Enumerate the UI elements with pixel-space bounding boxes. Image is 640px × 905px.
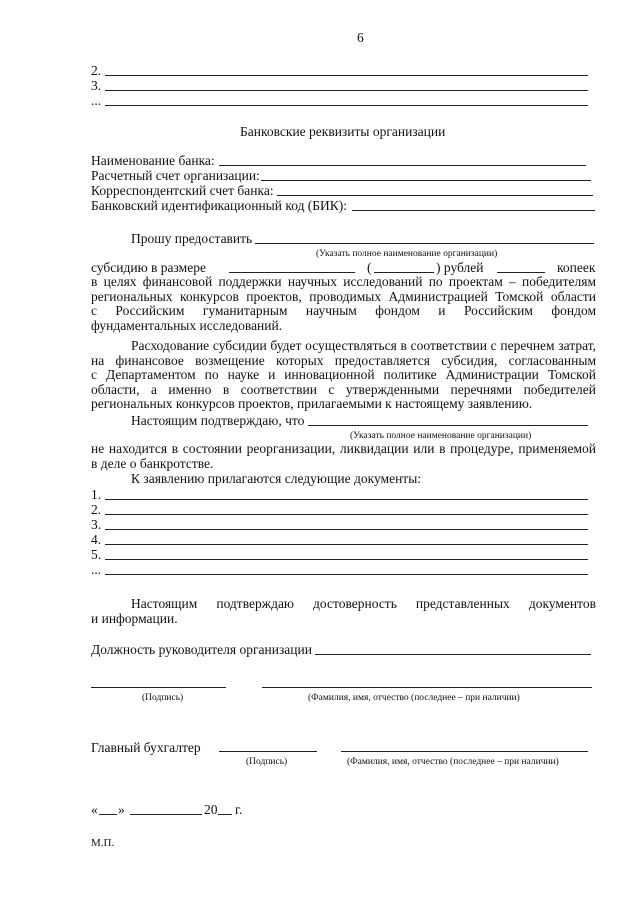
paragraph-line: и информации. xyxy=(91,610,178,626)
subsidy-amount-field[interactable] xyxy=(229,272,355,273)
paragraph-line: Настоящим подтверждаю достоверность представленных документов xyxy=(131,596,596,611)
account-label: Расчетный счет организации: xyxy=(91,168,260,183)
documents-heading: К заявлению прилагаются следующие документы: xyxy=(131,471,422,486)
date-year-prefix: 20 xyxy=(204,802,218,817)
accountant-name-hint: (Фамилия, имя, отчество (последнее – при наличии) xyxy=(347,757,559,767)
list-item-number: 2. xyxy=(91,63,102,78)
list-item-number: 3. xyxy=(91,78,102,93)
document-number: 5. xyxy=(91,547,102,562)
rubles-label: ) рублей xyxy=(436,260,484,275)
document-line[interactable] xyxy=(105,499,588,500)
document-number: 4. xyxy=(91,532,102,547)
bik-field[interactable] xyxy=(352,210,595,211)
paragraph-line: Расходование субсидии будет осуществляться в соответствии с перечнем затрат, xyxy=(131,338,596,353)
bik-label: Банковский идентификационный код (БИК): xyxy=(91,198,348,213)
accountant-name-field[interactable] xyxy=(341,751,588,752)
stamp-label: М.П. xyxy=(91,837,115,849)
accountant-signature-field[interactable] xyxy=(219,751,317,752)
document-number: 2. xyxy=(91,502,102,517)
document-line[interactable] xyxy=(105,559,588,560)
paragraph-line: области, а именно в соответствии с утвержденными перечнями победителей xyxy=(91,381,596,397)
paragraph-line: не находится в состоянии реорганизации, ликвидации или в процедуре, применяемой xyxy=(91,441,596,456)
head-name-hint: (Фамилия, имя, отчество (последнее – при наличии) xyxy=(308,693,520,703)
paragraph-line: в деле о банкротстве. xyxy=(91,455,214,471)
list-item-line[interactable] xyxy=(105,105,588,106)
expenses-paragraph xyxy=(91,339,596,412)
document-line[interactable] xyxy=(105,574,588,575)
document-number: 1. xyxy=(91,487,102,502)
subsidy-words-field[interactable] xyxy=(374,272,434,273)
date-month-field[interactable] xyxy=(130,814,202,815)
bank-name-label: Наименование банка: xyxy=(91,153,215,168)
paragraph-line: региональных конкурсов проектов, прилагаемыми к настоящему заявлению. xyxy=(91,396,533,412)
date-day-field[interactable] xyxy=(99,814,117,815)
paren-open: ( xyxy=(367,260,372,275)
paragraph-line: региональных конкурсов проектов, проводимых Администрацией Томской области xyxy=(91,288,596,304)
head-signature-field[interactable] xyxy=(91,687,226,688)
bank-section-heading: Банковские реквизиты организации xyxy=(240,124,446,139)
account-field[interactable] xyxy=(261,180,591,181)
bank-name-field[interactable] xyxy=(219,165,586,166)
date-year-suffix: г. xyxy=(235,802,243,817)
request-org-field[interactable] xyxy=(255,243,594,244)
document-number: ... xyxy=(91,562,102,577)
corr-account-field[interactable] xyxy=(277,195,593,196)
document-line[interactable] xyxy=(105,514,588,515)
confirm-org-field[interactable] xyxy=(308,425,588,426)
confirm-org-hint: (Указать полное наименование организации) xyxy=(350,431,532,441)
accountant-signature-hint: (Подпись) xyxy=(246,757,288,767)
page-number: 6 xyxy=(357,30,364,45)
paragraph-line: с Российским гуманитарным научным фондом и Российским фондом xyxy=(91,303,596,319)
paragraph-line: на финансовое возмещение которых предоставляется субсидия, согласованным xyxy=(91,352,596,368)
head-signature-hint: (Подпись) xyxy=(142,693,184,703)
accountant-label: Главный бухгалтер xyxy=(91,740,201,755)
request-paragraph xyxy=(91,275,596,333)
corr-account-label: Корреспондентский счет банка: xyxy=(91,183,274,198)
paragraph-line: с Департаментом по науке и инновационной политике Администрации Томской xyxy=(91,367,596,383)
list-item-line[interactable] xyxy=(105,75,588,76)
document-number: 3. xyxy=(91,517,102,532)
date-year-field[interactable] xyxy=(218,814,232,815)
list-item-line[interactable] xyxy=(105,90,588,91)
kopeck-field[interactable] xyxy=(497,272,545,273)
head-position-label: Должность руководителя организации xyxy=(91,642,312,657)
paragraph-line: фундаментальных исследований. xyxy=(91,317,283,333)
subsidy-label: субсидию в размере xyxy=(91,260,206,275)
validity-paragraph xyxy=(91,597,596,626)
document-line[interactable] xyxy=(105,544,588,545)
request-lead: Прошу предоставить xyxy=(131,231,253,246)
date-open-quote: « xyxy=(91,802,98,817)
head-name-field[interactable] xyxy=(262,687,592,688)
list-item-number: ... xyxy=(91,93,102,108)
confirm-paragraph xyxy=(91,442,596,471)
confirm-lead: Настоящим подтверждаю, что xyxy=(131,413,305,428)
head-position-field[interactable] xyxy=(315,654,591,655)
request-org-hint: (Указать полное наименование организации) xyxy=(316,249,498,259)
date-close-quote: » xyxy=(118,802,125,817)
kopeck-label: копеек xyxy=(557,260,596,275)
document-line[interactable] xyxy=(105,529,588,530)
paragraph-line: в целях финансовой поддержки научных исследований по проектам – победителям xyxy=(91,274,596,289)
